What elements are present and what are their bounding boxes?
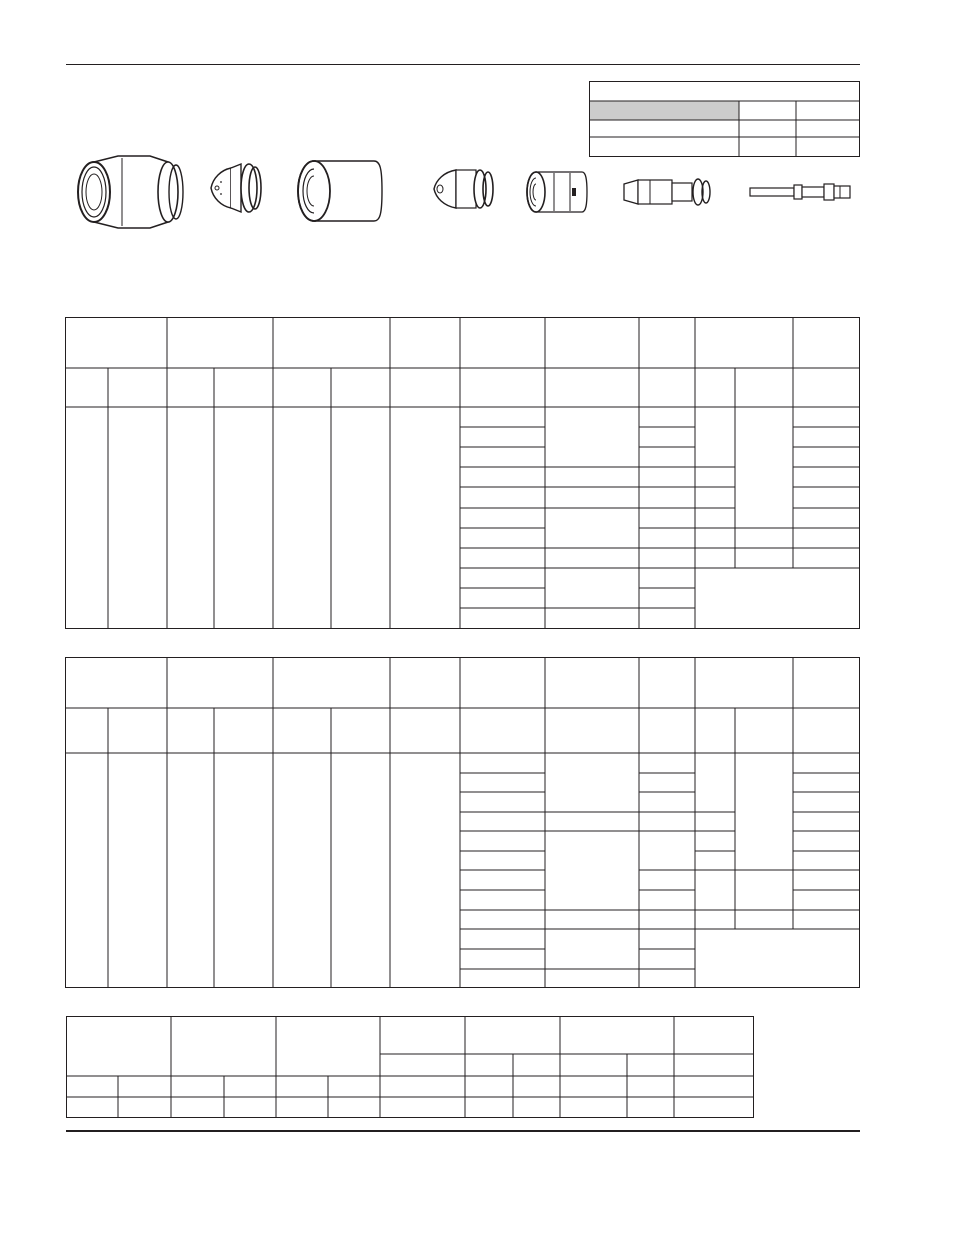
process-table-1 [65,317,860,629]
legend-table [589,81,860,157]
process-table-2 [65,657,860,988]
top-rule [66,64,860,65]
legend-table-grid [589,81,860,157]
bottom-table [66,1016,754,1118]
bottom-rule [66,1130,860,1132]
electrode-illustration [620,174,714,215]
nozzle-illustration [430,164,496,219]
water-tube-illustration [748,181,856,208]
legend-header-shaded-cell [590,101,739,120]
nozzle-retaining-cap-illustration [205,160,265,221]
swirl-ring-illustration [524,170,590,219]
shield-illustration [70,150,185,239]
bottom-table-grid [66,1016,754,1118]
swirl-ring-cap-illustration [294,158,386,229]
process-table-1-grid [65,317,860,629]
process-table-2-grid [65,657,860,988]
